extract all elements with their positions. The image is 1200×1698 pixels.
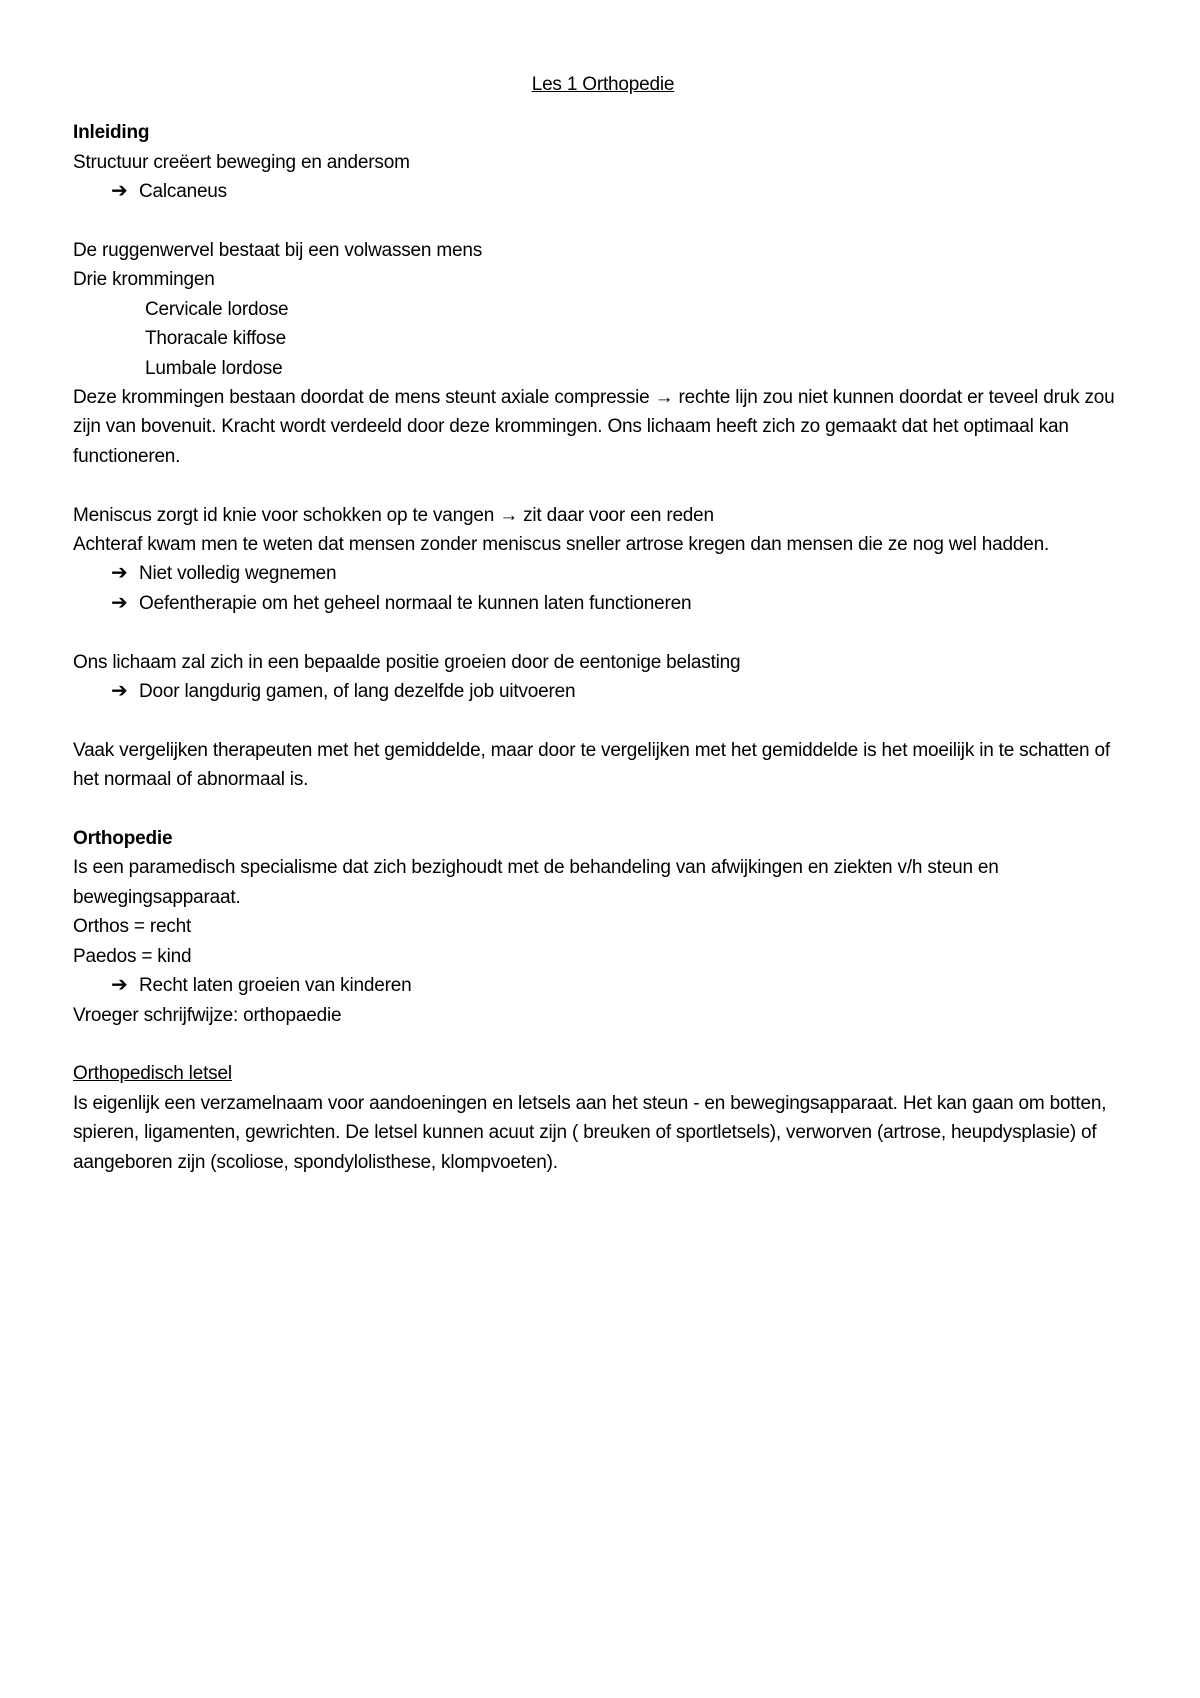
spacer xyxy=(73,471,1133,500)
document-title: Les 1 Orthopedie xyxy=(531,74,675,95)
arrow-right-icon: ➔ xyxy=(111,180,128,203)
heading-inleiding: Inleiding xyxy=(73,122,150,144)
bullet-text: Door langdurig gamen, of lang dezelfde job uitvoeren xyxy=(139,681,576,703)
paragraph-vroeger: Vroeger schrijfwijze: orthopaedie xyxy=(73,1004,342,1026)
bullet-wegnemen xyxy=(73,559,1133,588)
paragraph-lichaam-positie: Ons lichaam zal zich in een bepaalde positie groeien door de eentonige belasting xyxy=(73,651,741,673)
bullet-text: Calcaneus xyxy=(139,181,227,203)
paragraph-meniscus xyxy=(73,501,1133,530)
bullet-oefentherapie xyxy=(73,589,1133,618)
paragraph-orthos: Orthos = recht xyxy=(73,916,192,938)
paragraph-compressie xyxy=(73,383,1133,471)
spacer xyxy=(73,706,1133,735)
curve-item-thoracale: Thoracale kiffose xyxy=(145,328,286,350)
meniscus-text-a: Meniscus zorgt id knie voor schokken op te vangen xyxy=(73,504,495,526)
arrow-right-icon: ➔ xyxy=(111,974,128,997)
document-body xyxy=(73,70,1133,1177)
curve-item-cervicale: Cervicale lordose xyxy=(145,298,289,320)
paragraph-structuur: Structuur creëert beweging en andersom xyxy=(73,151,410,173)
bullet-calcaneus xyxy=(73,177,1133,206)
compressie-text-b: rechte lijn zou niet kunnen doordat er teveel druk zou zijn van bovenuit. Kracht wordt verdeeld door deze krommingen. Ons lichaam heeft zich zo gemaakt dat het optimaal kan functioneren. xyxy=(73,387,1115,467)
paragraph-letsel: Is eigenlijk een verzamelnaam voor aandoeningen en letsels aan het steun - en bewegingsapparaat. Het kan gaan om botten, spieren, ligamenten, gewrichten. De letsel kunnen acuut zijn ( breuken of sportletsels), verworven (artrose, heupdysplasie) of aangeboren zijn (scoliose, spondylolisthese, klompvoeten). xyxy=(73,1092,1107,1173)
paragraph-artrose: Achteraf kwam men te weten dat mensen zonder meniscus sneller artrose kregen dan mensen die ze nog wel hadden. xyxy=(73,534,1050,556)
bullet-gamen xyxy=(73,677,1133,706)
compressie-text-a: Deze krommingen bestaan doordat de mens steunt axiale compressie xyxy=(73,387,650,409)
paragraph-krommingen: Drie krommingen xyxy=(73,269,215,291)
inline-arrow-icon: → xyxy=(654,387,674,409)
curve-item-lumbale: Lumbale lordose xyxy=(145,357,283,379)
bullet-text: Oefentherapie om het geheel normaal te kunnen laten functioneren xyxy=(139,592,692,614)
bullet-text: Niet volledig wegnemen xyxy=(139,563,337,585)
arrow-right-icon: ➔ xyxy=(111,562,128,585)
meniscus-text-b: zit daar voor een reden xyxy=(523,504,714,526)
paragraph-vergelijken: Vaak vergelijken therapeuten met het gemiddelde, maar door te vergelijken met het gemiddelde is het moeilijk in te schatten of het normaal of abnormaal is. xyxy=(73,739,1110,791)
inline-arrow-icon: → xyxy=(499,504,519,526)
bullet-recht-groeien xyxy=(73,971,1133,1000)
spacer xyxy=(73,795,1133,824)
bullet-text: Recht laten groeien van kinderen xyxy=(139,975,412,997)
spacer xyxy=(73,618,1133,647)
spacer xyxy=(73,207,1133,236)
paragraph-definitie: Is een paramedisch specialisme dat zich bezighoudt met de behandeling van afwijkingen en ziekten v/h steun en bewegingsapparaat. xyxy=(73,857,999,908)
spacer xyxy=(73,1030,1133,1059)
heading-orthopedisch-letsel: Orthopedisch letsel xyxy=(73,1063,232,1085)
paragraph-paedos: Paedos = kind xyxy=(73,945,192,967)
arrow-right-icon: ➔ xyxy=(111,591,128,614)
heading-orthopedie: Orthopedie xyxy=(73,828,173,850)
paragraph-ruggenwervel: De ruggenwervel bestaat bij een volwassen mens xyxy=(73,240,483,262)
arrow-right-icon: ➔ xyxy=(111,680,128,703)
